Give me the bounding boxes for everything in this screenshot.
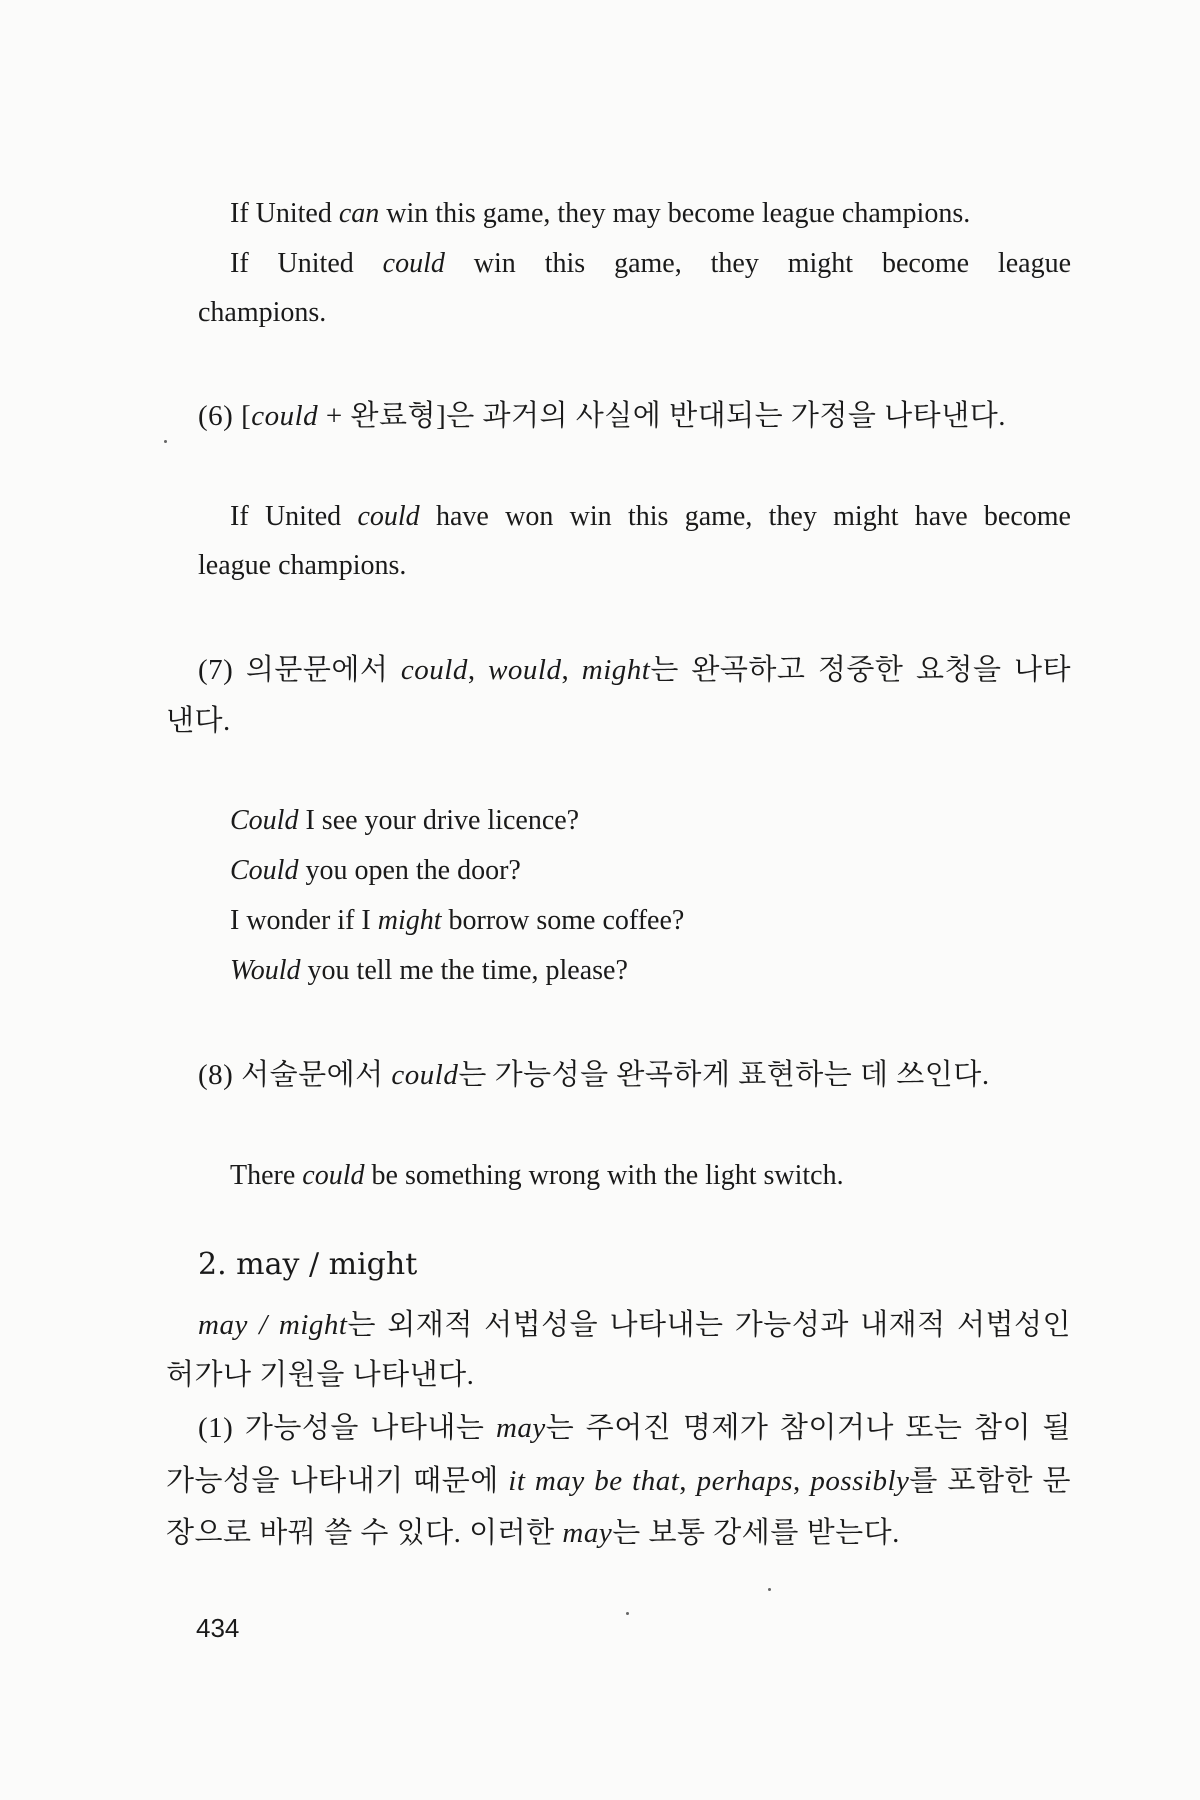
section-intro: may / might는 외재적 서법성을 나타내는 가능성과 내재적 서법성인 [198,1309,1071,1341]
rule-heading: (7) 의문문에서 could, would, might는 완곡하고 정중한 요청을 나타 [198,654,1072,686]
rule-heading-continuation: 낸다. [166,705,231,737]
example-sentence: Could you open the door? [230,855,521,886]
section-heading: 2. may / might [198,1247,418,1282]
page-number: 434 [196,1613,240,1643]
example-sentence: If United could have won win this game, they might have become [230,501,1071,532]
rule-heading-continuation: 장으로 바꿔 쓸 수 있다. 이러한 may는 보통 강세를 받는다. [166,1517,900,1549]
example-sentence: If United could win this game, they might become league [230,248,1071,279]
scan-speck [626,1612,629,1615]
example-sentence: Could I see your drive licence? [230,805,580,836]
rule-heading: (1) 가능성을 나타내는 may는 주어진 명제가 참이거나 또는 참이 될 [198,1412,1071,1444]
section-intro-continuation: 허가나 기원을 나타낸다. [166,1359,475,1391]
example-sentence: Would you tell me the time, please? [230,955,628,986]
rule-heading: (6) [could + 완료형]은 과거의 사실에 반대되는 가정을 나타낸다. [198,400,1006,432]
example-sentence: I wonder if I might borrow some coffee? [230,905,685,936]
rule-heading-continuation: 가능성을 나타내기 때문에 it may be that, perhaps, possibly를 포함한 문 [166,1465,1072,1497]
scan-speck [164,440,167,443]
rule-heading: (8) 서술문에서 could는 가능성을 완곡하게 표현하는 데 쓰인다. [198,1059,990,1091]
example-sentence: There could be something wrong with the light switch. [230,1160,844,1191]
example-sentence-continuation: league champions. [198,550,407,581]
example-sentence-continuation: champions. [198,297,327,328]
example-sentence: If United can win this game, they may become league champions. [230,198,971,229]
scan-speck [768,1588,771,1591]
